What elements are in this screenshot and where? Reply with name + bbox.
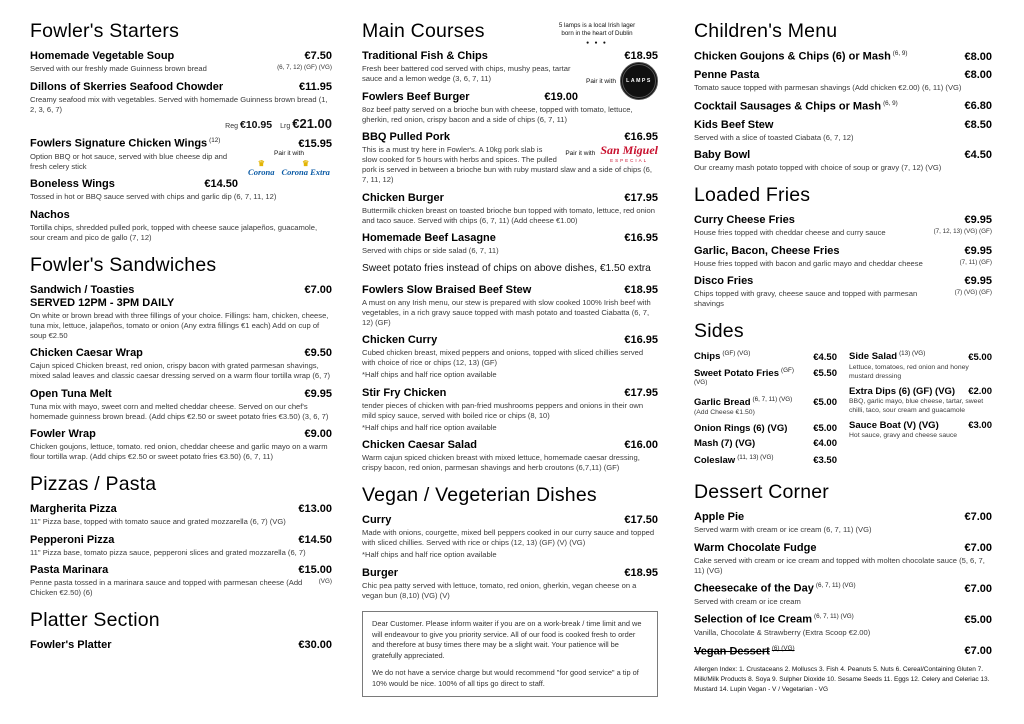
section-heading: Platter Section bbox=[30, 609, 160, 632]
section-heading: Loaded Fries bbox=[694, 184, 811, 207]
item-name: Homemade Vegetable Soup bbox=[30, 50, 175, 62]
menu-item bbox=[30, 503, 332, 527]
item-row bbox=[362, 131, 658, 143]
item-price: €7.00 bbox=[964, 645, 992, 658]
item-allergen-codes: (13) (VG) bbox=[899, 350, 926, 358]
item-description: Lettuce, tomatoes, red onion and honey mustard dressing bbox=[849, 363, 969, 380]
item-price: €7.00 bbox=[964, 541, 992, 554]
item-description: Vanilla, Chocolate & Strawberry (Extra Scoop €2.00) bbox=[694, 628, 871, 638]
menu-item bbox=[694, 645, 992, 658]
item-row bbox=[694, 582, 992, 595]
item-name: Extra Dips (6) (GF) (VG) bbox=[849, 386, 956, 398]
menu-item bbox=[30, 50, 332, 74]
item-price: €5.50 bbox=[813, 368, 837, 380]
item-price: €8.00 bbox=[964, 50, 992, 63]
item-description: (7, 11) (GF) House fries topped with bacon and garlic mayo and cheddar cheese bbox=[694, 258, 992, 268]
section-heading: Sides bbox=[694, 320, 744, 343]
item-allergen-codes: (6) (VG) bbox=[771, 644, 795, 652]
item-description: Creamy seafood mix with vegetables. Served with homemade Guinness brown bread (1, 2, 3, 6, 7) bbox=[30, 94, 328, 114]
lamps-note-line2: born in the heart of Dublin bbox=[561, 30, 633, 38]
item-name: Vegan Dessert $^{(6) (VG)}$ bbox=[694, 644, 795, 658]
item-row bbox=[362, 91, 578, 103]
lamps-pairing-badge bbox=[586, 62, 658, 100]
item-row bbox=[30, 564, 332, 576]
size-label: Reg bbox=[225, 122, 238, 130]
item-description: This is a must try here in Fowler's. A 10kg pork slab is slow cooked for 5 hours with herbs and spices. The pulled pork is served in between a brioche bun with ruby mustard slaw and a side of chips (6, 7, 11, 12) bbox=[362, 145, 652, 185]
item-name: Warm Chocolate Fudge bbox=[694, 541, 817, 554]
item-allergen-codes: (7, 11) (GF) bbox=[959, 258, 992, 266]
menu-item bbox=[694, 214, 992, 238]
menu-item bbox=[694, 454, 837, 466]
customer-notice bbox=[362, 611, 658, 697]
item-description: tender pieces of chicken with pan-fried mushrooms peppers and onions in their own mild spicy sauce, served with boiled rice or chips (8, 10) bbox=[362, 400, 644, 420]
item-description: Buttermilk chicken breast on toasted brioche bun topped with tomato, lettuce, red onion and taco sauce. Served with chips (6, 7, 11) (Add cheese €1.00) bbox=[362, 205, 655, 225]
item-row bbox=[30, 137, 332, 150]
item-price: €9.00 bbox=[304, 428, 332, 441]
item-row bbox=[30, 388, 332, 400]
menu-item bbox=[30, 178, 332, 202]
item-name: Nachos bbox=[30, 208, 70, 221]
item-price: €5.00 bbox=[968, 351, 992, 363]
item-name: Chicken Burger bbox=[362, 191, 444, 204]
item-allergen-codes: (6, 7, 12) (GF) (VG) bbox=[277, 64, 332, 71]
item-name: Chips $^{(GF) (VG)}$ bbox=[694, 350, 751, 363]
menu-item bbox=[30, 564, 332, 598]
item-price: €17.50 bbox=[624, 514, 658, 527]
item-price: €9.95 bbox=[964, 244, 992, 257]
item-name: Homemade Beef Lasagne bbox=[362, 232, 496, 245]
item-price: €7.00 bbox=[304, 283, 332, 296]
item-description: Tomato sauce topped with parmesan shavings (Add chicken €2.00) (6, 11) (VG) bbox=[694, 83, 962, 93]
item-row bbox=[694, 119, 992, 131]
item-price: €9.95 bbox=[304, 387, 332, 400]
item-description: BBQ, garlic mayo, blue cheese, tartar, sweet chilli, taco, sour cream and guacamole bbox=[849, 398, 984, 414]
item-description: Our creamy mash potato topped with choice of soup or gravy (7, 12) (VG) bbox=[694, 163, 942, 173]
item-price: €5.00 bbox=[813, 397, 837, 409]
menu-item bbox=[362, 284, 658, 328]
item-size-prices bbox=[30, 116, 332, 131]
item-name: Chicken Curry bbox=[362, 334, 438, 347]
menu-item bbox=[694, 613, 992, 638]
item-description: Served with a slice of toasted Ciabata (6, 7, 12) bbox=[694, 132, 854, 142]
pair-with-label: Pair it with bbox=[586, 77, 616, 85]
item-row bbox=[694, 454, 837, 466]
san-miguel-logo bbox=[600, 143, 658, 163]
item-name: Boneless Wings bbox=[30, 178, 115, 191]
item-description: Cubed chicken breast, mixed peppers and onions, topped with sliced chillies served with choice of rice or chips (12, 13) (GF) bbox=[362, 348, 644, 368]
item-row bbox=[694, 645, 992, 658]
menu-item bbox=[694, 245, 992, 269]
menu-item bbox=[362, 567, 658, 601]
menu-item bbox=[694, 423, 837, 434]
item-name: Margherita Pizza bbox=[30, 503, 117, 516]
item-row bbox=[694, 50, 992, 63]
menu-item bbox=[30, 137, 332, 177]
item-description: Option BBQ or hot sauce, served with blue cheese dip and fresh celery stick bbox=[30, 151, 228, 171]
section-heading: Main Courses bbox=[362, 20, 485, 42]
allergen-index: Allergen Index: 1. Crustaceans 2. Molluscs 3. Fish 4. Peanuts 5. Nuts 6. Cereal/Containing Gluten 7. Milk/Milk Products 8. Soya 9. Sulpher Dioxide 10. Sesame Seeds 11. Eggs 12. Celery and Celeriac 13. Mustard 14. Lupin Vegan - V / Vegetarian - VG bbox=[694, 666, 990, 693]
item-description: Cake served with cream or ice cream and topped with molten chocolate sauce (5, 6, 7, 11) (VG) bbox=[694, 555, 985, 575]
menu-item bbox=[362, 439, 658, 473]
item-description: Warm cajun spiced chicken breast with mixed lettuce, homemade caesar dressing, crispy bacon, red onion, parmesan shavings and herb croutons (6,7,11) (GF) bbox=[362, 453, 640, 473]
corona-extra-logo: ♛ Corona Extra bbox=[282, 160, 330, 177]
item-row bbox=[362, 334, 658, 346]
item-allergen-codes: (6, 9) bbox=[892, 50, 908, 57]
item-price: €7.50 bbox=[304, 50, 332, 62]
section-heading: Fowler's Starters bbox=[30, 20, 180, 42]
item-description: On white or brown bread with three fillings of your choice. Fillings: ham, chicken, cheese, tuna mix, lettuce, jalapeños, tomato or onion (Any extra fillings €1 each) Add on cup of soup €2.50 bbox=[30, 310, 329, 340]
menu-item bbox=[694, 350, 837, 362]
item-row bbox=[30, 503, 332, 515]
menu-item bbox=[30, 81, 332, 131]
item-name: Mash (7) (VG) bbox=[694, 438, 756, 450]
item-name: Garlic Bread $^{(6, 7, 11) (VG)}$ bbox=[694, 395, 793, 409]
corona-pairing-badge bbox=[246, 150, 332, 177]
san-miguel-especial: ESPECIAL bbox=[610, 158, 649, 164]
menu-item bbox=[694, 367, 837, 391]
menu-item bbox=[694, 396, 837, 418]
item-description: (6, 7, 12) (GF) (VG) Served with our freshly made Guinness brown bread bbox=[30, 64, 332, 73]
item-row bbox=[362, 387, 658, 399]
section-heading: Pizzas / Pasta bbox=[30, 473, 157, 496]
childrens-sides-desserts-column bbox=[694, 20, 992, 694]
lamps-logo: LAMPS bbox=[620, 62, 658, 100]
item-description: 8oz beef patty served on a brioche bun with cheese, topped with tomato, lettuce, gherkin, red onion, crispy bacon and a side of chips (6, 7, 11) bbox=[362, 104, 633, 124]
item-price: €17.95 bbox=[624, 191, 658, 204]
customer-notice-line: Dear Customer. Please inform waiter if you are on a work-break / time limit and we will endeavour to give you priority service. All of our food is cooked fresh to order and therefore at busy times there may be a slight wait. Your patience will be gratefully appreciated. bbox=[372, 618, 642, 661]
menu-item bbox=[694, 69, 992, 93]
item-row bbox=[30, 81, 332, 93]
menu-item bbox=[849, 420, 992, 441]
item-row bbox=[30, 178, 238, 190]
item-description: Chic pea patty served with lettuce, tomato, red onion, gherkin, vegan cheese on a vegan bun (8,10) (VG) (V) bbox=[362, 580, 637, 600]
section-heading: Children's Menu bbox=[694, 20, 838, 42]
item-name: Fowler's Platter bbox=[30, 639, 112, 652]
item-price: €18.95 bbox=[624, 50, 658, 62]
item-price: €2.00 bbox=[968, 386, 992, 398]
item-description: (7, 12, 13) (VG) (GF) House fries topped with cheddar cheese and curry sauce bbox=[694, 228, 992, 238]
item-name: Penne Pasta bbox=[694, 69, 760, 82]
item-price: €16.00 bbox=[624, 439, 658, 452]
item-description: Tortilla chips, shredded pulled pork, topped with cheese sauce jalapeños, guacamole, sour cream and pico de gallo (7, 12) bbox=[30, 222, 318, 242]
item-row bbox=[694, 69, 992, 81]
menu-item bbox=[30, 209, 332, 243]
item-price: €5.00 bbox=[964, 614, 992, 627]
item-option-note: *Half chips and half rice option available bbox=[362, 550, 497, 560]
item-name: Dillons of Skerries Seafood Chowder bbox=[30, 80, 224, 93]
item-allergen-codes: (6, 7, 11) (VG) bbox=[752, 395, 793, 403]
item-row bbox=[849, 420, 992, 431]
item-price: €6.80 bbox=[964, 100, 992, 113]
item-description: (Add Cheese €1.50) bbox=[694, 409, 755, 417]
item-option-note: *Half chips and half rice option available bbox=[362, 422, 497, 432]
item-row bbox=[694, 438, 837, 449]
item-allergen-codes: (11, 13) (VG) bbox=[737, 453, 774, 461]
item-name: Fowlers Signature Chicken Wings $^{(12)}$ bbox=[30, 137, 221, 150]
item-name: Disco Fries bbox=[694, 275, 754, 288]
section-heading: Vegan / Vegeterian Dishes bbox=[362, 484, 597, 507]
item-price: €4.50 bbox=[964, 149, 992, 162]
item-price: €5.00 bbox=[813, 422, 837, 434]
menu-item bbox=[694, 50, 992, 63]
item-row bbox=[362, 439, 658, 451]
item-price: €7.00 bbox=[964, 582, 992, 595]
item-allergen-codes: (6, 7, 11) (VG) bbox=[814, 613, 854, 621]
main-courses-column bbox=[362, 20, 658, 697]
menu-item bbox=[30, 534, 332, 558]
customer-notice-line: We do not have a service charge but would recommend "for good service" a tip of 10% would be nice. 100% of all tips go direct to staff. bbox=[372, 667, 639, 688]
pair-with-label: Pair it with bbox=[274, 149, 304, 157]
item-allergen-codes: (VG) bbox=[318, 578, 332, 586]
item-name: Fowlers Slow Braised Beef Stew bbox=[362, 283, 532, 296]
item-row bbox=[362, 232, 658, 244]
item-row bbox=[694, 367, 837, 391]
item-price: €9.50 bbox=[304, 347, 332, 360]
menu-item bbox=[362, 232, 658, 256]
item-subtitle: SERVED 12PM - 3PM DAILY bbox=[30, 296, 175, 309]
item-price: €3.00 bbox=[968, 420, 992, 432]
item-price: €7.00 bbox=[964, 511, 992, 524]
size-price: €10.95 bbox=[239, 118, 273, 131]
item-price: €30.00 bbox=[298, 639, 332, 652]
item-row bbox=[694, 100, 992, 113]
item-description: Tuna mix with mayo, sweet corn and melted cheddar cheese. Served on our chef's homemade guinness brown bread. (Add chips €2.50 or sweet potato fries €3.50) (3, 6, 7) bbox=[30, 401, 329, 421]
menu-item bbox=[362, 192, 658, 226]
item-name: Pepperoni Pizza bbox=[30, 533, 115, 546]
lamps-note-dots: ● ● ● bbox=[586, 39, 608, 46]
item-description: (VG) Penne pasta tossed in a marinara sauce and topped with parmesan cheese (Add Chicken €2.50) (6) bbox=[30, 578, 332, 598]
item-name: Onion Rings (6) (VG) bbox=[694, 422, 788, 434]
item-row bbox=[30, 639, 332, 651]
item-price: €14.50 bbox=[298, 533, 332, 546]
item-row bbox=[362, 567, 658, 579]
item-description: Tossed in hot or BBQ sauce served with chips and garlic dip (6, 7, 11, 12) bbox=[30, 192, 277, 202]
menu-item bbox=[30, 639, 332, 651]
item-name: Curry Cheese Fries bbox=[694, 214, 795, 227]
item-allergen-codes: (6, 7, 11) (VG) bbox=[815, 582, 856, 590]
item-price: €9.95 bbox=[964, 214, 992, 227]
item-row bbox=[694, 542, 992, 554]
starters-sandwiches-pizzas-column bbox=[30, 20, 332, 658]
lamps-beer-note bbox=[536, 22, 658, 46]
item-allergen-codes: (7) (VG) (GF) bbox=[954, 289, 992, 297]
item-price: €16.95 bbox=[624, 131, 658, 144]
item-allergen-codes: (7, 12, 13) (VG) (GF) bbox=[933, 228, 992, 236]
item-row bbox=[30, 428, 332, 440]
corona-logo: ♛ Corona bbox=[248, 160, 274, 177]
item-description: Made with onions, courgette, mixed bell peppers cooked in our curry sauce and topped with sliced chillies. Served with rice or chips (12, 13) (GF) (V) (VG) bbox=[362, 528, 655, 548]
menu-item bbox=[30, 428, 332, 462]
menu-item bbox=[362, 334, 658, 380]
item-name: Stir Fry Chicken bbox=[362, 386, 447, 399]
item-allergen-codes: (GF) (VG) bbox=[722, 350, 751, 358]
item-row bbox=[362, 284, 658, 296]
item-description: 11" Pizza base, tomato pizza sauce, pepperoni slices and grated mozzarella (6, 7) bbox=[30, 547, 306, 557]
item-name: Sandwich / Toasties bbox=[30, 283, 135, 296]
item-name: Sauce Boat (V) (VG) bbox=[849, 420, 939, 432]
menu-note: Sweet potato fries instead of chips on above dishes, €1.50 extra bbox=[362, 262, 651, 274]
item-row bbox=[694, 214, 992, 226]
item-row bbox=[30, 50, 332, 62]
item-option-note: *Half chips and half rice option available bbox=[362, 370, 497, 380]
item-name: BBQ Pulled Pork bbox=[362, 131, 451, 144]
sides-grid bbox=[694, 350, 992, 470]
item-row bbox=[694, 275, 992, 287]
item-row bbox=[849, 386, 992, 397]
item-name: Coleslaw $^{(11, 13) (VG)}$ bbox=[694, 453, 774, 466]
item-price: €15.00 bbox=[298, 564, 332, 577]
size-label: Lrg bbox=[280, 122, 291, 130]
item-description: (7) (VG) (GF) Chips topped with gravy, cheese sauce and topped with parmesan shavings bbox=[694, 289, 992, 309]
item-description: A must on any Irish menu, our stew is prepared with slow cooked 100% Irish beef with vegetables, in a rich gravy sauce topped with mash potato and toasted Ciabatta (6, 7, 12) (GF) bbox=[362, 297, 651, 327]
item-row bbox=[30, 284, 332, 296]
item-row bbox=[694, 149, 992, 161]
menu-item bbox=[694, 275, 992, 309]
menu-item bbox=[694, 542, 992, 576]
item-description: Cajun spiced Chicken breast, red onion, crispy bacon with grated parmesan shavings, mixed salad leaves and classic caesar dressing served on a warm flour tortilla wrap (6, 7) bbox=[30, 361, 331, 381]
item-price: €13.00 bbox=[298, 503, 332, 516]
item-description: Hot sauce, gravy and cheese sauce bbox=[849, 432, 958, 440]
san-miguel-wordmark: San Miguel bbox=[600, 143, 658, 158]
item-price: €18.95 bbox=[624, 283, 658, 296]
lamps-note-line1: 5 lamps is a local Irish lager bbox=[558, 22, 636, 29]
item-name: Apple Pie bbox=[694, 511, 745, 524]
item-name: Traditional Fish & Chips bbox=[362, 50, 488, 62]
item-name: Pasta Marinara bbox=[30, 564, 109, 577]
item-name: Chicken Caesar Salad bbox=[362, 439, 477, 452]
item-name: Cheesecake of the Day $^{(6, 7, 11) (VG)}$ bbox=[694, 582, 856, 595]
item-price: €4.00 bbox=[813, 438, 837, 450]
item-name: Kids Beef Stew bbox=[694, 118, 774, 131]
size-price: €21.00 bbox=[292, 115, 332, 131]
item-price: €8.00 bbox=[964, 69, 992, 82]
item-description: Served with cream or ice cream bbox=[694, 596, 801, 606]
menu-item bbox=[362, 131, 658, 185]
section-heading: Dessert Corner bbox=[694, 481, 830, 504]
item-name: Side Salad $^{(13) (VG)}$ bbox=[849, 350, 926, 363]
menu-item bbox=[362, 514, 658, 560]
item-row bbox=[694, 245, 992, 257]
item-name: Fowlers Beef Burger bbox=[362, 90, 470, 103]
item-row bbox=[694, 350, 837, 362]
item-name: Chicken Caesar Wrap bbox=[30, 347, 143, 360]
item-name: Open Tuna Melt bbox=[30, 387, 112, 400]
item-price: €14.50 bbox=[204, 178, 238, 191]
item-row bbox=[694, 396, 837, 408]
item-allergen-codes: (6, 9) bbox=[883, 99, 898, 107]
corona-logos bbox=[246, 160, 332, 177]
section-heading: Fowler's Sandwiches bbox=[30, 253, 217, 276]
item-price: €8.50 bbox=[964, 118, 992, 131]
menu-item bbox=[849, 386, 992, 416]
item-name: Curry bbox=[362, 514, 392, 527]
item-price: €16.95 bbox=[624, 232, 658, 245]
item-name: Selection of Ice Cream $^{(6, 7, 11) (VG)}$ bbox=[694, 613, 854, 627]
menu-item bbox=[362, 387, 658, 433]
item-row bbox=[30, 347, 332, 359]
item-price: €19.00 bbox=[544, 90, 579, 103]
item-name: Sweet Potato Fries $^{(GF) (VG)}$ bbox=[694, 367, 794, 387]
item-price: €15.95 bbox=[298, 137, 332, 150]
menu-item bbox=[694, 511, 992, 535]
pair-with-label: Pair it with bbox=[565, 149, 596, 157]
item-row bbox=[362, 50, 658, 62]
item-allergen-codes: (12) bbox=[209, 137, 221, 145]
item-name: Garlic, Bacon, Cheese Fries bbox=[694, 244, 840, 257]
menu-item bbox=[30, 388, 332, 422]
item-name: Cocktail Sausages & Chips or Mash $^{(6, 9)}$ bbox=[694, 99, 898, 113]
item-row bbox=[694, 613, 992, 626]
item-price: €3.50 bbox=[813, 454, 837, 466]
item-description: Served warm with cream or ice cream (6, 7, 11) (VG) bbox=[694, 525, 872, 535]
item-row bbox=[30, 209, 332, 221]
menu-item bbox=[30, 347, 332, 381]
item-name: Fowler Wrap bbox=[30, 428, 96, 441]
item-description: 11" Pizza base, topped with tomato sauce and grated mozzarella (6, 7) (VG) bbox=[30, 517, 286, 527]
item-description: Served with chips or side salad (6, 7, 11) bbox=[362, 246, 499, 256]
item-price: €17.95 bbox=[624, 386, 658, 399]
item-allergen-codes: (GF) (VG) bbox=[694, 367, 794, 387]
item-row bbox=[694, 511, 992, 523]
item-row bbox=[694, 423, 837, 434]
menu-item bbox=[694, 438, 837, 449]
item-price: €18.95 bbox=[624, 566, 658, 579]
item-price: €11.95 bbox=[298, 80, 332, 93]
item-name: Burger bbox=[362, 566, 399, 579]
menu-item bbox=[30, 284, 332, 341]
sides-column bbox=[849, 350, 992, 470]
menu-item bbox=[694, 119, 992, 143]
sanmiguel-pairing-badge bbox=[565, 143, 658, 163]
item-row bbox=[362, 192, 658, 204]
item-row bbox=[362, 514, 658, 526]
item-name: Baby Bowl bbox=[694, 149, 751, 162]
menu-item bbox=[694, 149, 992, 173]
item-name: Chicken Goujons & Chips (6) or Mash $^{(6, 9)}$ bbox=[694, 50, 908, 63]
menu-item bbox=[849, 350, 992, 381]
sides-column bbox=[694, 350, 837, 470]
item-description: Chicken goujons, lettuce, tomato. red onion, cheddar cheese and garlic mayo on a warm flour tortilla wrap. (Add chips €2.50 or sweet potato fries €3.50) (6, 7, 11) bbox=[30, 442, 328, 462]
menu-item bbox=[362, 50, 658, 84]
item-price: €4.50 bbox=[813, 351, 837, 363]
menu-item bbox=[694, 100, 992, 113]
item-row bbox=[30, 534, 332, 546]
item-row bbox=[849, 350, 992, 362]
item-description: Fresh beer battered cod served with chips, mushy peas, tartar sauce and a lemon wedge (3, 6, 7, 11) bbox=[362, 64, 571, 84]
menu-item bbox=[694, 582, 992, 607]
item-price: €9.95 bbox=[964, 275, 992, 288]
item-price: €16.95 bbox=[624, 334, 658, 347]
